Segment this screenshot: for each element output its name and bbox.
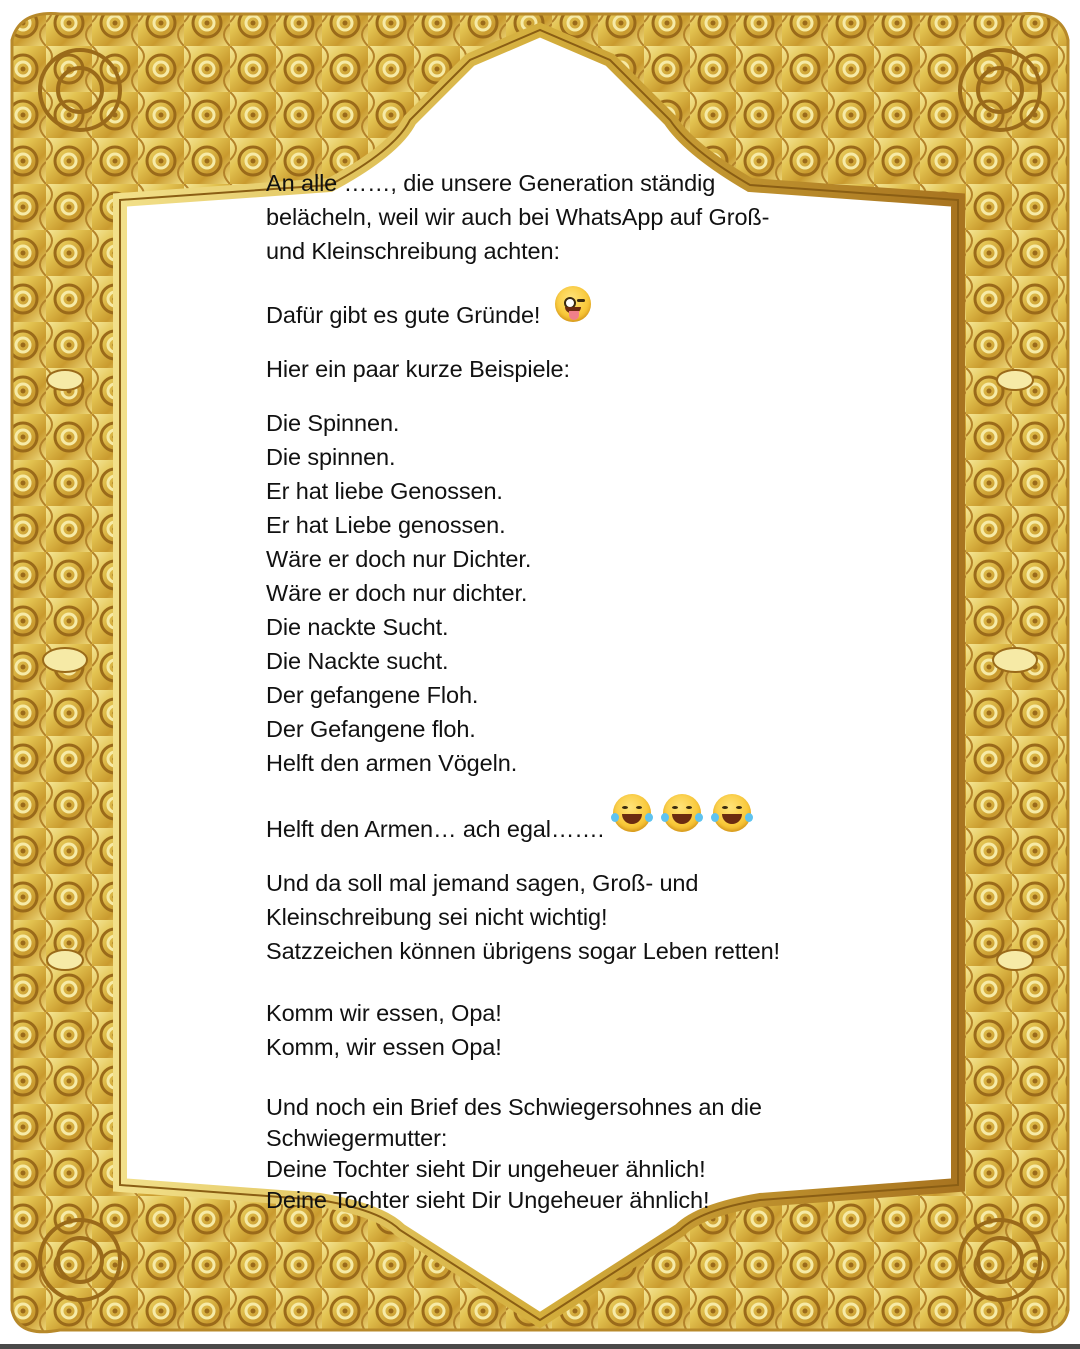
example-line: Er hat liebe Genossen. (266, 478, 503, 504)
example-line: Die Spinnen. (266, 410, 400, 436)
example-line: Wäre er doch nur dichter. (266, 580, 528, 606)
example-line: Wäre er doch nur Dichter. (266, 546, 532, 572)
intro-line: belächeln, weil wir auch bei WhatsApp auf Groß- (266, 204, 770, 230)
example-line: Die spinnen. (266, 444, 396, 470)
reasons-text: Dafür gibt es gute Gründe! (266, 302, 541, 328)
winking-face-with-tongue-icon (555, 286, 591, 322)
text-content (266, 166, 906, 1216)
conclusion-paragraph (266, 866, 906, 968)
opa-paragraph (266, 996, 906, 1064)
face-with-tears-of-joy-icon (663, 794, 701, 832)
letter-paragraph (266, 1092, 906, 1216)
examples-heading: Hier ein paar kurze Beispiele: (266, 356, 570, 382)
intro-line: und Kleinschreibung achten: (266, 238, 560, 264)
example-line: Der Gefangene floh. (266, 716, 476, 742)
conclusion-line: Und da soll mal jemand sagen, Groß- und (266, 870, 699, 896)
letter-line: Deine Tochter sieht Dir Ungeheuer ähnlich! (266, 1187, 710, 1213)
punchline-paragraph (266, 808, 906, 846)
letter-line: Deine Tochter sieht Dir ungeheuer ähnlich! (266, 1156, 706, 1182)
example-line: Helft den armen Vögeln. (266, 750, 518, 776)
letter-line: Schwiegermutter: (266, 1125, 448, 1151)
opa-line: Komm wir essen, Opa! (266, 1000, 502, 1026)
punchline-text: Helft den Armen… ach egal……. (266, 816, 605, 842)
face-with-tears-of-joy-icon (613, 794, 651, 832)
opa-line: Komm, wir essen Opa! (266, 1034, 502, 1060)
example-line: Der gefangene Floh. (266, 682, 479, 708)
letter-line: Und noch ein Brief des Schwiegersohnes an die (266, 1094, 762, 1120)
face-with-tears-of-joy-icon (713, 794, 751, 832)
example-line: Die Nackte sucht. (266, 648, 449, 674)
conclusion-line: Kleinschreibung sei nicht wichtig! (266, 904, 608, 930)
example-line: Er hat Liebe genossen. (266, 512, 506, 538)
bottom-divider (0, 1344, 1080, 1349)
intro-paragraph (266, 166, 906, 268)
reasons-paragraph (266, 296, 906, 332)
intro-line: An alle ……, die unsere Generation ständig (266, 170, 716, 196)
examples-list (266, 406, 906, 780)
example-line: Die nackte Sucht. (266, 614, 449, 640)
conclusion-line: Satzzeichen können übrigens sogar Leben retten! (266, 938, 780, 964)
